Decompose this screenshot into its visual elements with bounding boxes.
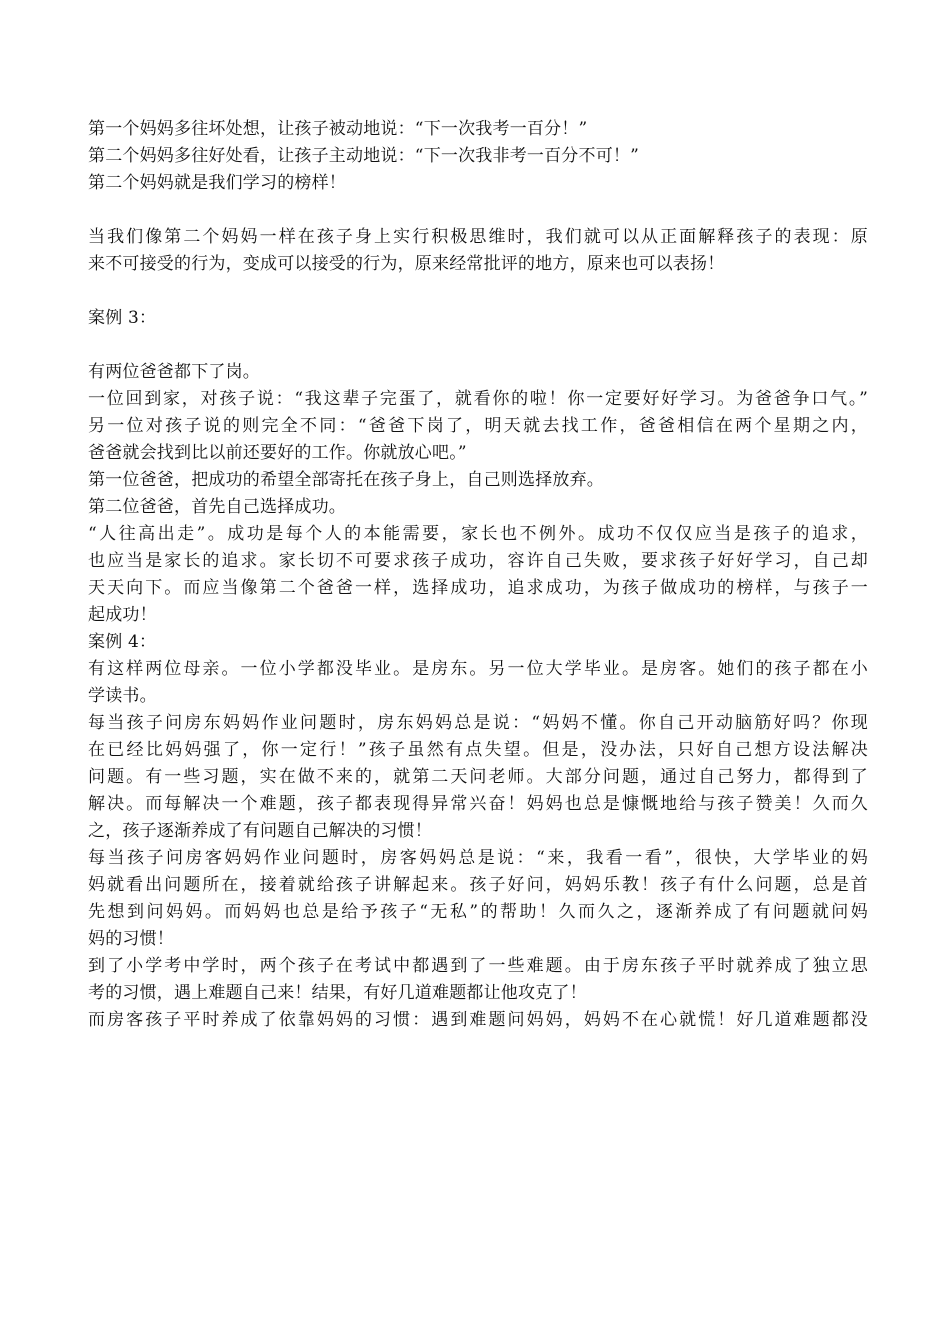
blank-line <box>88 278 868 305</box>
document-body <box>88 116 868 1034</box>
text-line: 第二位爸爸，首先自己选择成功。 <box>88 497 346 517</box>
text-line: 天天向下。而应当像第二个爸爸一样，选择成功，追求成功，为孩子做成功的榜样，与孩子一 <box>88 578 868 598</box>
text-line: 第一位爸爸，把成功的希望全部寄托在孩子身上，自己则选择放弃。 <box>88 470 604 490</box>
case-heading: 案例 4： <box>88 632 157 652</box>
text-line: 也应当是家长的追求。家长切不可要求孩子成功，容许自己失败，要求孩子好好学习，自己却 <box>88 551 868 571</box>
text-line: 当我们像第二个妈妈一样在孩子身上实行积极思维时，我们就可以从正面解释孩子的表现：原 <box>88 227 868 247</box>
text-line: 第一个妈妈多往坏处想，让孩子被动地说：“下一次我考一百分！” <box>88 119 588 139</box>
text-line: “人往高出走”。成功是每个人的本能需要，家长也不例外。成功不仅仅应当是孩子的追求， <box>88 524 868 544</box>
blank-line <box>88 197 868 224</box>
text-line: 在已经比妈妈强了，你一定行！”孩子虽然有点失望。但是，没办法，只好自己想方设法解决 <box>88 740 868 760</box>
text-line: 考的习惯，遇上难题自己来！结果，有好几道难题都让他攻克了！ <box>88 983 587 1003</box>
text-line: 有这样两位母亲。一位小学都没毕业。是房东。另一位大学毕业。是房客。她们的孩子都在小 <box>88 659 868 679</box>
text-line: 第二个妈妈就是我们学习的榜样！ <box>88 173 346 193</box>
text-line: 爸爸就会找到比以前还要好的工作。你就放心吧。” <box>88 443 467 463</box>
text-line: 每当孩子问房客妈妈作业问题时，房客妈妈总是说：“来，我看一看”，很快，大学毕业的妈 <box>88 848 868 868</box>
text-line: 先想到问妈妈。而妈妈也总是给予孩子“无私”的帮助！久而久之，逐渐养成了有问题就问妈 <box>88 902 868 922</box>
text-line: 到了小学考中学时，两个孩子在考试中都遇到了一些难题。由于房东孩子平时就养成了独立思 <box>88 956 868 976</box>
text-line: 之，孩子逐渐养成了有问题自己解决的习惯！ <box>88 821 432 841</box>
text-line: 解决。而每解决一个难题，孩子都表现得异常兴奋！妈妈也总是慷慨地给与孩子赞美！久而久 <box>88 794 868 814</box>
text-line: 而房客孩子平时养成了依靠妈妈的习惯：遇到难题问妈妈，妈妈不在心就慌！好几道难题都没 <box>88 1010 868 1030</box>
text-line: 有两位爸爸都下了岗。 <box>88 362 260 382</box>
text-line: 第二个妈妈多往好处看，让孩子主动地说：“下一次我非考一百分不可！” <box>88 146 639 166</box>
text-line: 一位回到家，对孩子说：“我这辈子完蛋了，就看你的啦！你一定要好好学习。为爸爸争口气。” <box>88 389 868 409</box>
blank-line <box>88 332 868 359</box>
text-line: 妈就看出问题所在，接着就给孩子讲解起来。孩子好问，妈妈乐教！孩子有什么问题，总是首 <box>88 875 868 895</box>
text-line: 起成功！ <box>88 605 157 625</box>
case-heading: 案例 3： <box>88 308 157 328</box>
text-line: 另一位对孩子说的则完全不同：“爸爸下岗了，明天就去找工作，爸爸相信在两个星期之内， <box>88 416 868 436</box>
text-line: 学读书。 <box>88 686 157 706</box>
text-line: 每当孩子问房东妈妈作业问题时，房东妈妈总是说：“妈妈不懂。你自己开动脑筋好吗？你现 <box>88 713 868 733</box>
text-line: 妈的习惯！ <box>88 929 174 949</box>
text-line: 问题。有一些习题，实在做不来的，就第二天问老师。大部分问题，通过自己努力，都得到了 <box>88 767 868 787</box>
text-line: 来不可接受的行为，变成可以接受的行为，原来经常批评的地方，原来也可以表扬！ <box>88 254 725 274</box>
